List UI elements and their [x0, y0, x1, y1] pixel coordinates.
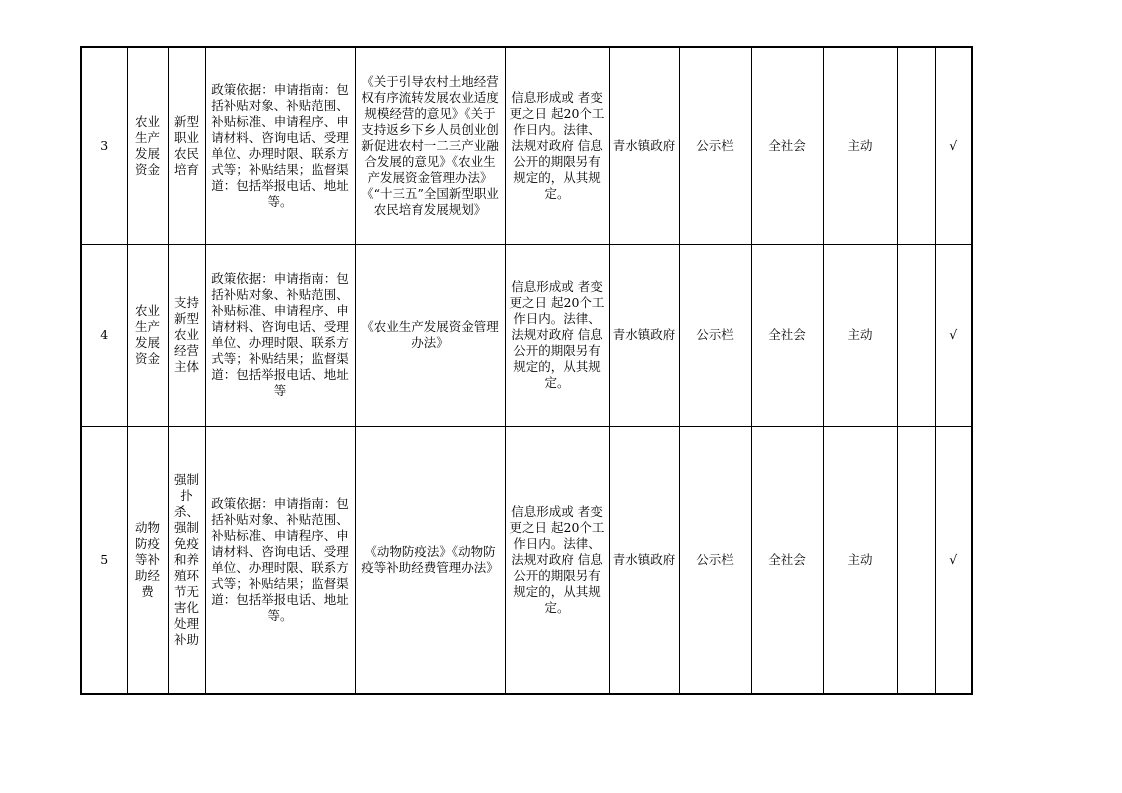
extra-cell: [897, 244, 935, 426]
mode-cell: 主动: [823, 47, 897, 244]
mode-cell: 主动: [823, 426, 897, 694]
time-limit-cell: 信息形成或 者变更之日 起20个工作日内。法律、法规对政府 信息公开的期限另有规定的，从其规定。: [505, 47, 609, 244]
channel-cell: 公示栏: [679, 244, 751, 426]
disclosure-table: [80, 46, 973, 695]
basis-cell: 《关于引导农村土地经营权有序流转发展农业适度规模经营的意见》《关于支持返乡下乡人员创业创新促进农村一二三产业融合发展的意见》《农业生产发展资金管理办法》《“十三五”全国新型职业农民培育发展规划》: [355, 47, 505, 244]
category-cell: 动物防疫等补助经费: [127, 426, 168, 694]
seq-cell: 5: [81, 426, 127, 694]
subject-cell: 青水镇政府: [609, 426, 679, 694]
item-cell: 强制扑杀、强制免疫和养殖环节无害化处理补助: [168, 426, 205, 694]
subject-cell: 青水镇政府: [609, 244, 679, 426]
category-cell: 农业生产发展资金: [127, 47, 168, 244]
channel-cell: 公示栏: [679, 426, 751, 694]
seq-cell: 3: [81, 47, 127, 244]
seq-cell: 4: [81, 244, 127, 426]
time-limit-cell: 信息形成或 者变更之日 起20个工作日内。法律、法规对政府 信息公开的期限另有规定的，从其规定。: [505, 426, 609, 694]
extra-cell: [897, 426, 935, 694]
check-mark: √: [935, 47, 972, 244]
check-mark: √: [935, 426, 972, 694]
channel-cell: 公示栏: [679, 47, 751, 244]
time-limit-cell: 信息形成或 者变更之日 起20个工作日内。法律、法规对政府 信息公开的期限另有规定的，从其规定。: [505, 244, 609, 426]
scope-cell: 全社会: [751, 47, 823, 244]
basis-cell: 《动物防疫法》《动物防疫等补助经费管理办法》: [355, 426, 505, 694]
scope-cell: 全社会: [751, 426, 823, 694]
table-row: [81, 244, 972, 426]
item-cell: 支持新型农业经营主体: [168, 244, 205, 426]
check-mark: √: [935, 244, 972, 426]
table-row: [81, 47, 972, 244]
category-cell: 农业生产发展资金: [127, 244, 168, 426]
mode-cell: 主动: [823, 244, 897, 426]
content-cell: 政策依据：申请指南：包括补贴对象、补贴范围、补贴标准、申请程序、申请材料、咨询电话、受理单位、办理时限、联系方式等；补贴结果；监督渠道：包括举报电话、地址等。: [205, 47, 355, 244]
subject-cell: 青水镇政府: [609, 47, 679, 244]
scope-cell: 全社会: [751, 244, 823, 426]
basis-cell: 《农业生产发展资金管理办法》: [355, 244, 505, 426]
extra-cell: [897, 47, 935, 244]
content-cell: 政策依据：申请指南：包括补贴对象、补贴范围、补贴标准、申请程序、申请材料、咨询电话、受理单位、办理时限、联系方式等；补贴结果；监督渠道：包括举报电话、地址等: [205, 244, 355, 426]
item-cell: 新型职业农民培育: [168, 47, 205, 244]
table-row: [81, 426, 972, 694]
content-cell: 政策依据：申请指南：包括补贴对象、补贴范围、补贴标准、申请程序、申请材料、咨询电话、受理单位、办理时限、联系方式等；补贴结果；监督渠道：包括举报电话、地址等。: [205, 426, 355, 694]
